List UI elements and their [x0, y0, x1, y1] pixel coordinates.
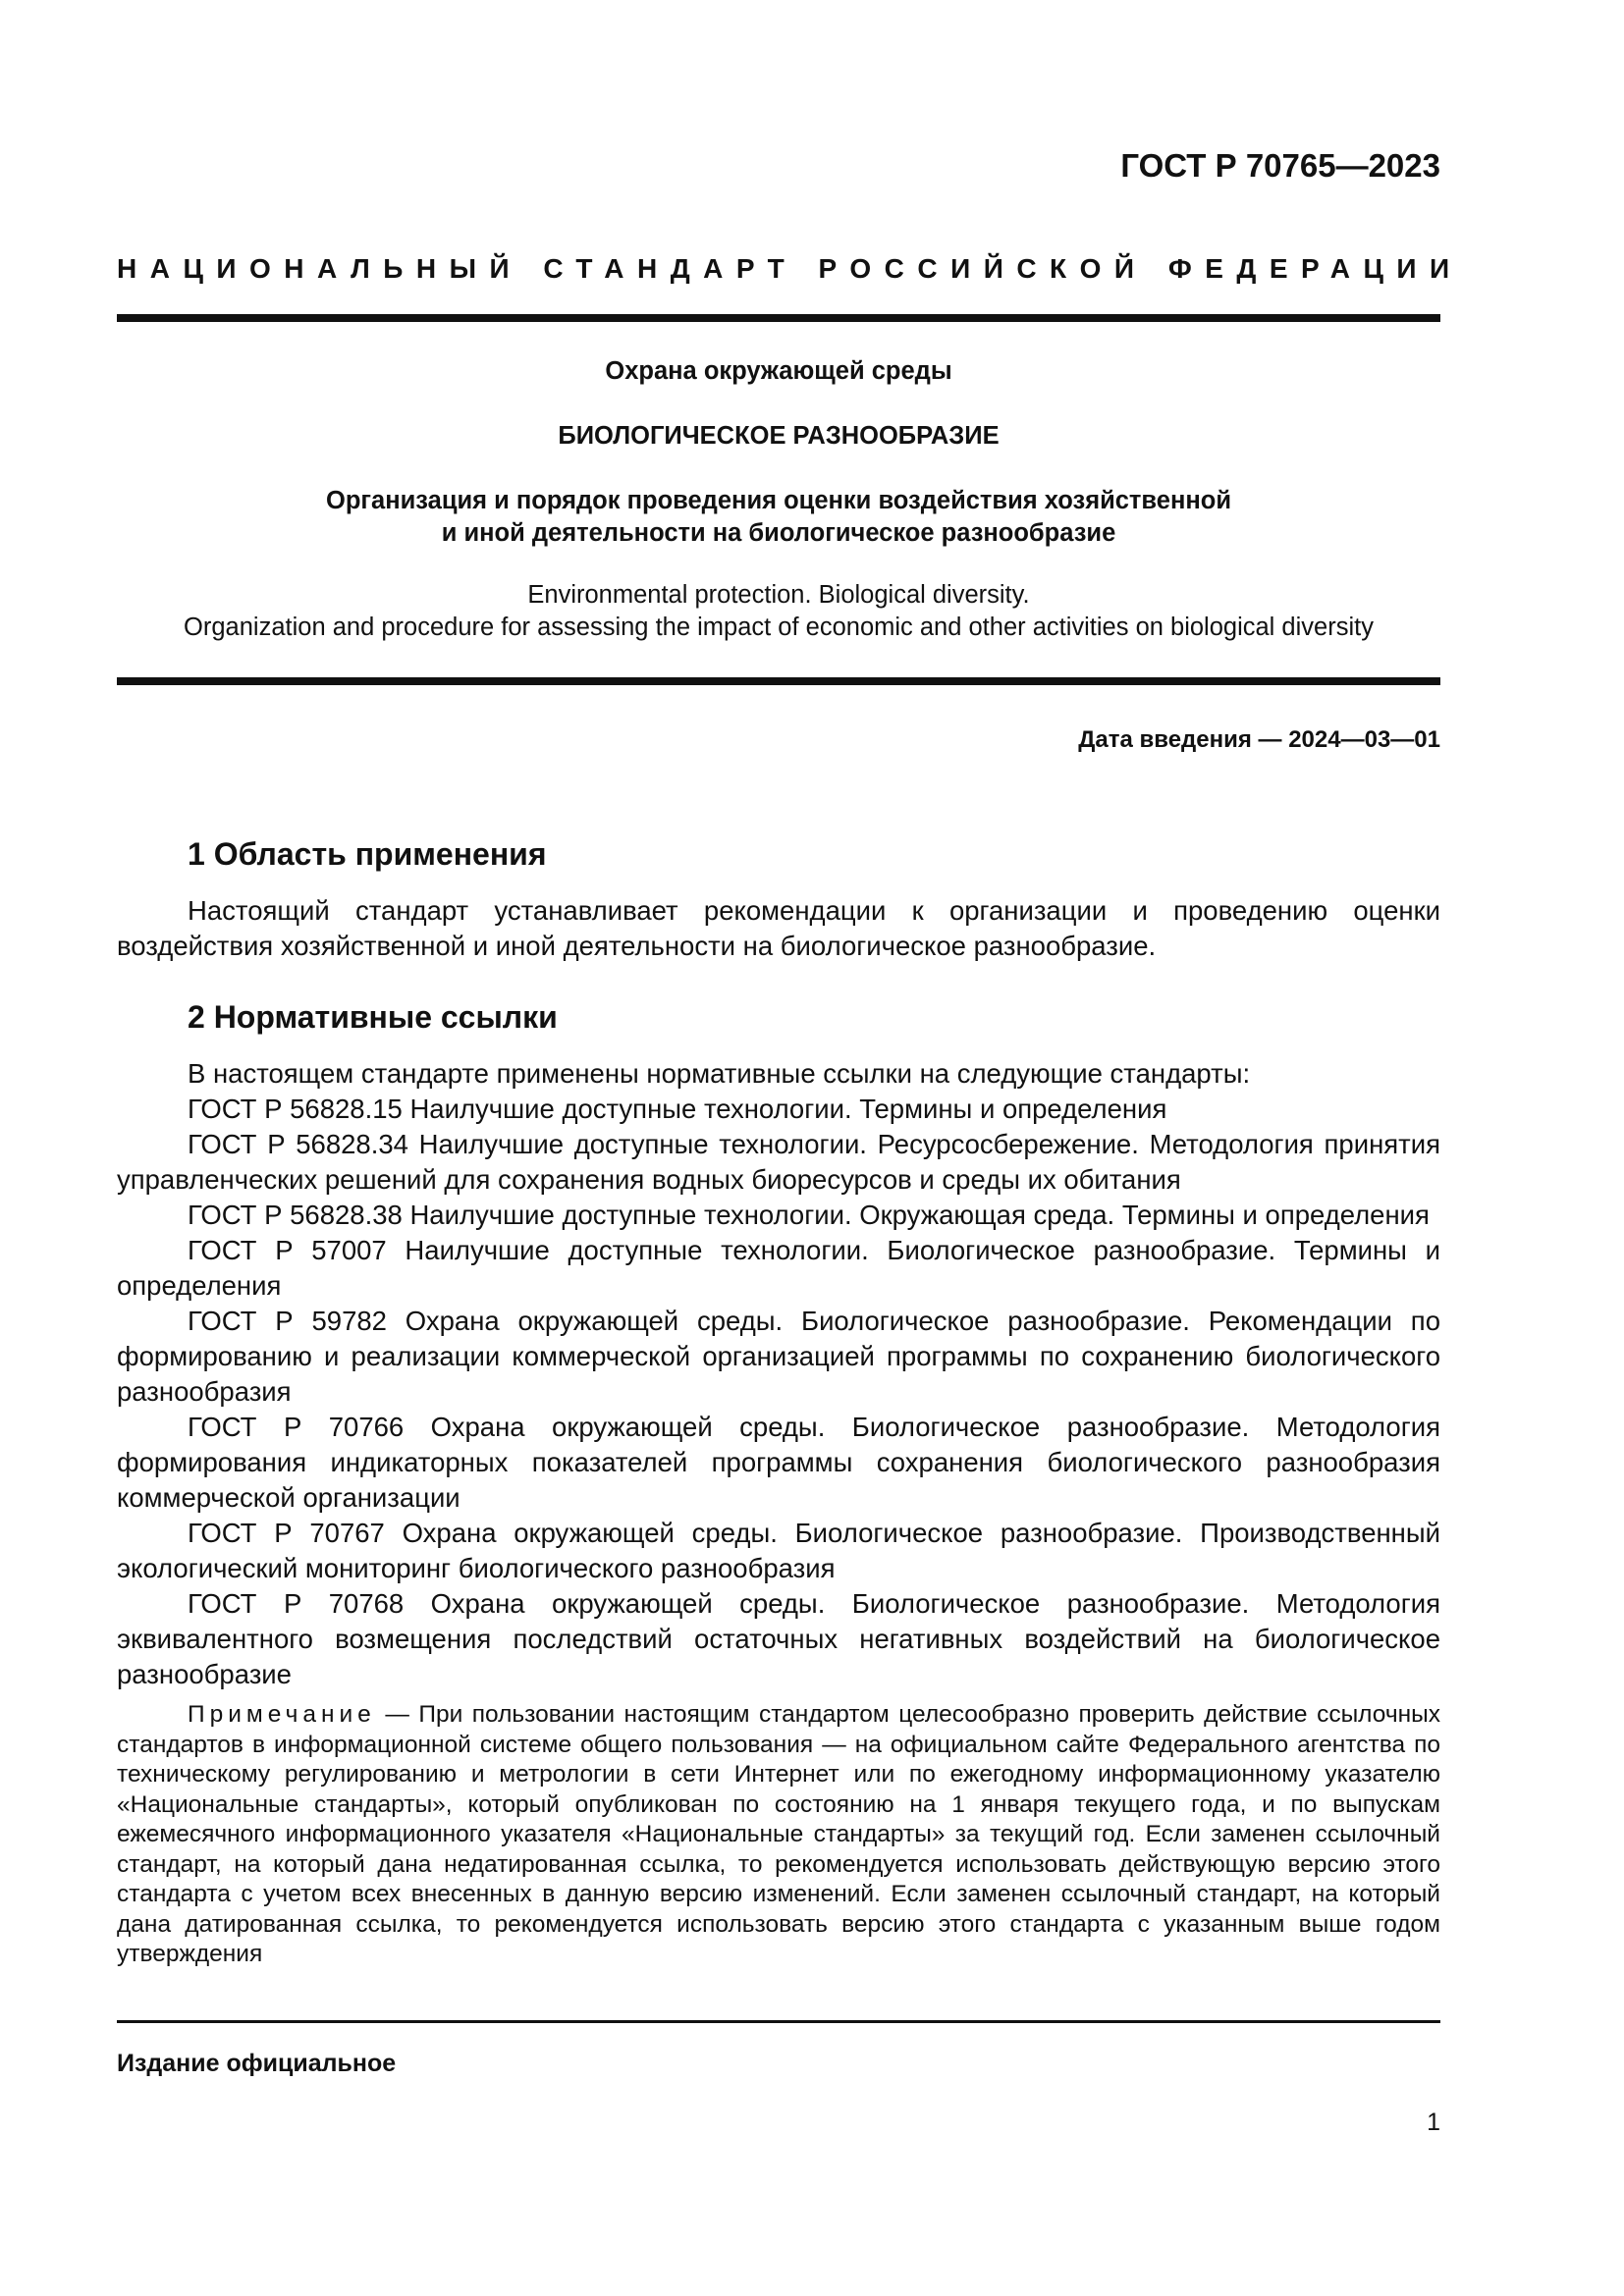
note-paragraph: [117, 1700, 1440, 1970]
document-content: [117, 834, 1440, 1970]
reference-item: ГОСТ Р 70768 Охрана окружающей среды. Биологическое разнообразие. Методология эквивалентного возмещения последствий остаточных негативных воздействий на биологическое разнообразие: [117, 1588, 1440, 1689]
title-line-1: Охрана окружающей среды: [605, 357, 952, 385]
section-2-intro: В настоящем стандарте применены нормативные ссылки на следующие стандарты:: [188, 1058, 1251, 1089]
reference-item: ГОСТ Р 59782 Охрана окружающей среды. Биологическое разнообразие. Рекомендации по формированию и реализации коммерческой организацией программы по сохранению биологического разнообразия: [117, 1306, 1440, 1407]
english-title-a: Environmental protection. Biological diversity.: [527, 581, 1030, 609]
reference-item: ГОСТ Р 56828.34 Наилучшие доступные технологии. Ресурсосбережение. Методология принятия управленческих решений для сохранения водных биоресурсов и среды их обитания: [117, 1129, 1440, 1195]
section-1-text: Настоящий стандарт устанавливает рекомендации к организации и проведению оценки воздействия хозяйственной и иной деятельности на биологическое разнообразие.: [117, 895, 1440, 961]
title-line-3: [117, 485, 1440, 550]
reference-item: ГОСТ Р 57007 Наилучшие доступные технологии. Биологическое разнообразие. Термины и определения: [117, 1235, 1440, 1301]
reference-item: ГОСТ Р 56828.15 Наилучшие доступные технологии. Термины и определения: [188, 1094, 1167, 1124]
reference-item: ГОСТ Р 70767 Охрана окружающей среды. Биологическое разнообразие. Производственный экологический мониторинг биологического разнообразия: [117, 1518, 1440, 1583]
effective-date: Дата введения — 2024—03—01: [1078, 726, 1440, 753]
title-line-3b: и иной деятельности на биологическое разнообразие: [441, 519, 1116, 547]
section-gap: [117, 964, 1440, 997]
english-title-b: Organization and procedure for assessing the impact of economic and other activities on biological diversity: [184, 614, 1374, 641]
title-line-2: БИОЛОГИЧЕСКОЕ РАЗНООБРАЗИЕ: [558, 422, 1000, 450]
footer-divider: [117, 2020, 1440, 2023]
top-divider: [117, 314, 1440, 322]
official-edition-label: Издание официальное: [117, 2050, 397, 2077]
gost-number: ГОСТ Р 70765—2023: [1120, 147, 1440, 184]
middle-divider: [117, 677, 1440, 685]
reference-item: ГОСТ Р 56828.38 Наилучшие доступные технологии. Окружающая среда. Термины и определения: [188, 1200, 1430, 1230]
title-line-3a: Организация и порядок проведения оценки воздействия хозяйственной: [326, 487, 1231, 514]
english-title: [117, 579, 1440, 644]
section-1-heading: 1 Область применения: [188, 836, 547, 872]
section-2-heading: 2 Нормативные ссылки: [188, 999, 558, 1035]
reference-item: ГОСТ Р 70766 Охрана окружающей среды. Биологическое разнообразие. Методология формирования индикаторных показателей программы сохранения биологического разнообразия коммерческой организации: [117, 1412, 1440, 1513]
page-number: 1: [1427, 2109, 1440, 2136]
note-text: — При пользовании настоящим стандартом целесообразно проверить действие ссылочных стандартов в информационной системе общего пользования — на официальном сайте Федерального агентства по техническому регулированию и метрологии в сети Интернет или по ежегодному информационному указателю «Национальные стандарты», который опубликован по состоянию на 1 января текущего года, и по выпускам ежемесячного информационного указателя «Национальные стандарты» за текущий год. Если заменен ссылочный стандарт, на который дана недатированная ссылка, то рекомендуется использовать действующую версию этого стандарта с учетом всех внесенных в данную версию изменений. Если заменен ссылочный стандарт, на который дана датированная ссылка, то рекомендуется использовать версию этого стандарта с указанным выше годом утверждения: [117, 1701, 1440, 1967]
national-standard-banner: НАЦИОНАЛЬНЫЙ СТАНДАРТ РОССИЙСКОЙ ФЕДЕРАЦИИ: [117, 253, 1463, 284]
note-label: Примечание: [188, 1701, 376, 1728]
